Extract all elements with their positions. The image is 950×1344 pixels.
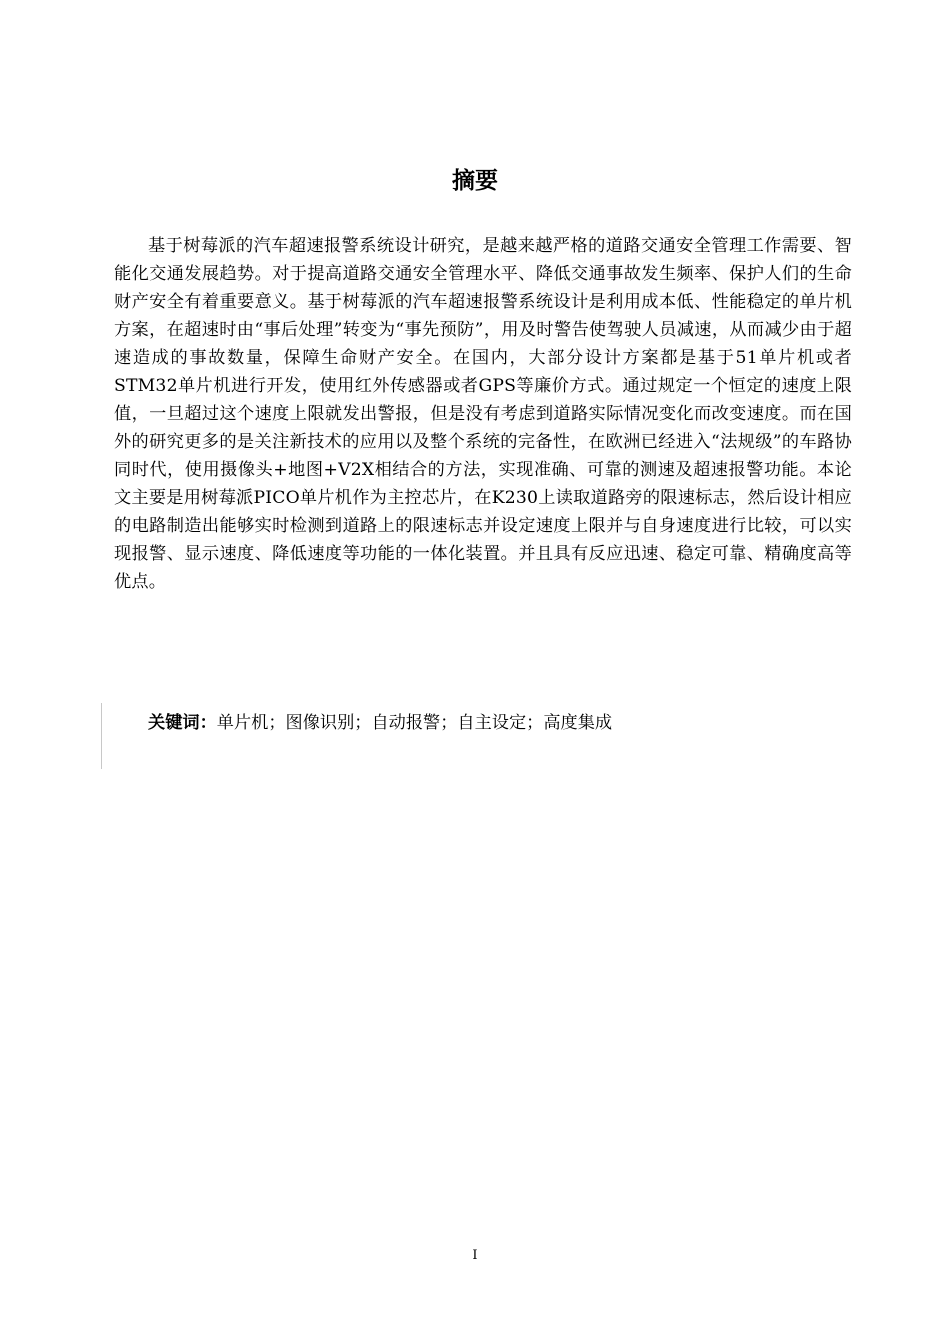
keywords-text: 单片机；图像识别；自动报警；自主设定；高度集成 [216, 713, 613, 733]
abstract-paragraph: 基于树莓派的汽车超速报警系统设计研究，是越来越严格的道路交通安全管理工作需要、智能化交通发展趋势。对于提高道路交通安全管理水平、降低交通事故发生频率、保护人们的生命财产安全有着重要意义。基于树莓派的汽车超速报警系统设计是利用成本低、性能稳定的单片机方案，在超速时由“事后处理”转变为“事先预防”，用及时警告使驾驶人员减速，从而减少由于超速造成的事故数量，保障生命财产安全。在国内，大部分设计方案都是基于51单片机或者STM32单片机进行开发，使用红外传感器或者GPS等廉价方式。通过规定一个恒定的速度上限值，一旦超过这个速度上限就发出警报，但是没有考虑到道路实际情况变化而改变速度。而在国外的研究更多的是关注新技术的应用以及整个系统的完备性，在欧洲已经进入“法规级”的车路协同时代，使用摄像头+地图+V2X相结合的方法，实现准确、可靠的测速及超速报警功能。本论文主要是用树莓派PICO单片机作为主控芯片，在K230上读取道路旁的限速标志，然后设计相应的电路制造出能够实时检测到道路上的限速标志并设定速度上限并与自身速度进行比较，可以实现报警、显示速度、降低速度等功能的一体化装置。并且具有反应迅速、稳定可靠、精确度高等优点。 [114, 236, 852, 592]
margin-divider-line [101, 703, 102, 769]
keywords-line [148, 709, 848, 737]
page-number: I [472, 1248, 478, 1263]
keywords-label: 关键词： [148, 713, 217, 733]
page-title: 摘要 [452, 168, 498, 194]
